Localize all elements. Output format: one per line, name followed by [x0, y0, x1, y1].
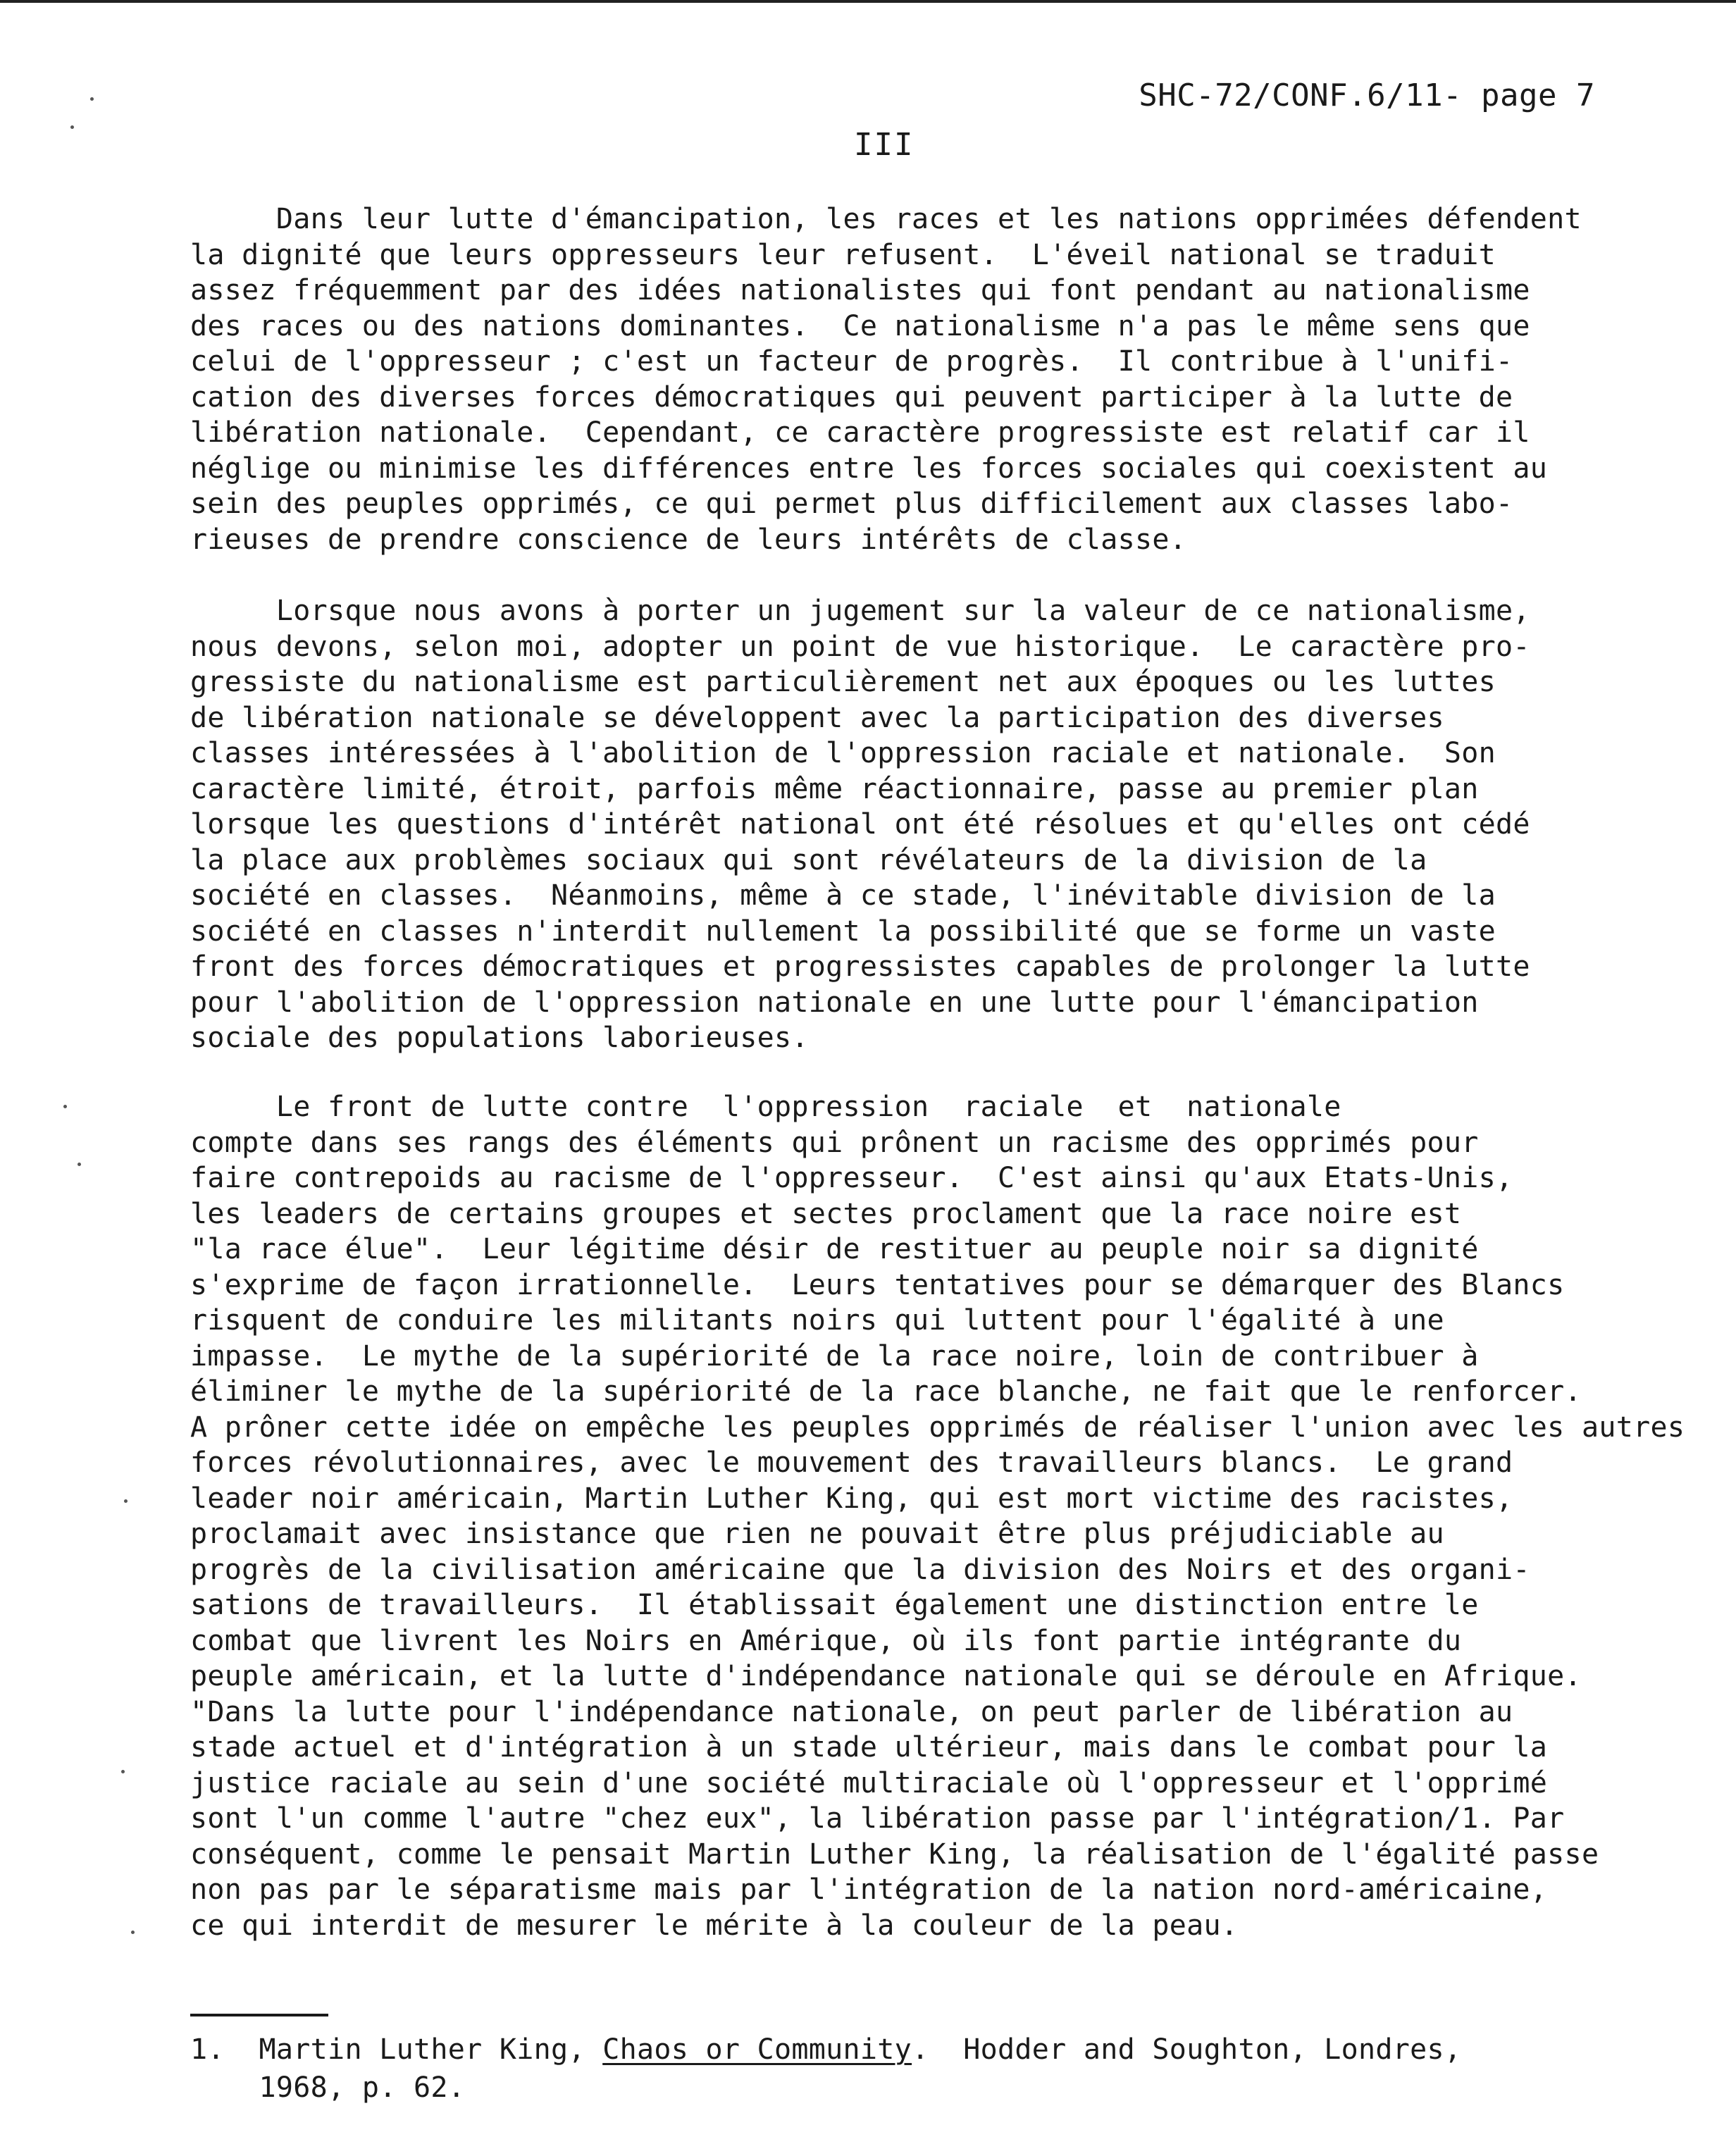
text-line: faire contrepoids au racisme de l'oppresseur. C'est ainsi qu'aux Etats-Unis,: [190, 1162, 1513, 1194]
text-line: société en classes. Néanmoins, même à ce stade, l'inévitable division de la: [190, 879, 1496, 912]
paragraph-3: [190, 1089, 1685, 1943]
text-line: les leaders de certains groupes et sectes proclament que la race noire est: [190, 1197, 1462, 1230]
text-line: de libération nationale se développent avec la participation des diverses: [190, 701, 1444, 734]
text-line: front des forces démocratiques et progressistes capables de prolonger la lutte: [190, 950, 1530, 983]
footnote-year-page: 1968, p. 62.: [259, 2071, 466, 2104]
text-line: impasse. Le mythe de la supériorité de la race noire, loin de contribuer à: [190, 1339, 1479, 1373]
text-line: celui de l'oppresseur ; c'est un facteur de progrès. Il contribue à l'unifi-: [190, 345, 1513, 378]
text-line: s'exprime de façon irrationnelle. Leurs tentatives pour se démarquer des Blancs: [190, 1268, 1565, 1301]
scan-speck: [78, 1163, 81, 1166]
footnote-separator: [190, 2014, 328, 2016]
text-line: sations de travailleurs. Il établissait également une distinction entre le: [190, 1589, 1479, 1621]
text-line: ce qui interdit de mesurer le mérite à la couleur de la peau.: [190, 1909, 1239, 1942]
text-line: combat que livrent les Noirs en Amérique, où ils font partie intégrante du: [190, 1624, 1462, 1657]
text-line: classes intéressées à l'abolition de l'oppression raciale et nationale. Son: [190, 737, 1496, 769]
footnote-number: 1.: [190, 2033, 225, 2066]
text-line: pour l'abolition de l'oppression nationale en une lutte pour l'émancipation: [190, 986, 1479, 1019]
footnote-line-2: [190, 2069, 1649, 2107]
text-line: sein des peuples opprimés, ce qui permet plus difficilement aux classes labo-: [190, 488, 1513, 520]
text-line: gressiste du nationalisme est particulièrement net aux époques ou les luttes: [190, 666, 1496, 698]
paragraph-2: [190, 593, 1649, 1056]
text-line: lorsque les questions d'intérêt national ont été résolues et qu'elles ont cédé: [190, 808, 1530, 841]
footnote-title: Chaos or Community: [602, 2033, 912, 2066]
text-line: Lorsque nous avons à porter un jugement sur la valeur de ce nationalisme,: [190, 595, 1530, 627]
text-line: risquent de conduire les militants noirs qui luttent pour l'égalité à une: [190, 1304, 1444, 1337]
text-line: Le front de lutte contre l'oppression raciale et nationale: [190, 1091, 1341, 1123]
text-line: "Dans la lutte pour l'indépendance nationale, on peut parler de libération au: [190, 1695, 1513, 1728]
text-line: caractère limité, étroit, parfois même réactionnaire, passe au premier plan: [190, 772, 1479, 805]
footnote: [190, 2031, 1649, 2107]
text-line: sociale des populations laborieuses.: [190, 1022, 809, 1054]
scan-speck: [90, 97, 94, 101]
text-line: A prôner cette idée on empêche les peuples opprimés de réaliser l'union avec les autres: [190, 1411, 1685, 1444]
scan-speck: [124, 1499, 128, 1503]
text-line: compte dans ses rangs des éléments qui prônent un racisme des opprimés pour: [190, 1126, 1479, 1159]
text-line: peuple américain, et la lutte d'indépendance nationale qui se déroule en Afrique.: [190, 1660, 1582, 1692]
text-line: progrès de la civilisation américaine que la division des Noirs et des organi-: [190, 1553, 1530, 1586]
scan-speck: [121, 1770, 125, 1773]
text-line: la place aux problèmes sociaux qui sont révélateurs de la division de la: [190, 843, 1427, 876]
text-line: proclamait avec insistance que rien ne pouvait être plus préjudiciable au: [190, 1518, 1444, 1550]
text-line: sont l'un comme l'autre "chez eux", la libération passe par l'intégration/1. Par: [190, 1802, 1565, 1835]
text-line: non pas par le séparatisme mais par l'intégration de la nation nord-américaine,: [190, 1873, 1548, 1906]
footnote-line-1: [190, 2031, 1649, 2069]
text-line: rieuses de prendre conscience de leurs intérêts de classe.: [190, 523, 1187, 556]
text-line: cation des diverses forces démocratiques qui peuvent participer à la lutte de: [190, 380, 1513, 414]
text-line: société en classes n'interdit nullement la possibilité que se forme un vaste: [190, 915, 1496, 948]
text-line: conséquent, comme le pensait Martin Luther King, la réalisation de l'égalité passe: [190, 1838, 1599, 1871]
section-heading: III: [854, 127, 914, 163]
text-line: libération nationale. Cependant, ce caractère progressiste est relatif car il: [190, 416, 1530, 449]
footnote-author: Martin Luther King,: [259, 2033, 585, 2066]
text-line: des races ou des nations dominantes. Ce nationalisme n'a pas le même sens que: [190, 309, 1530, 342]
page-reference: SHC-72/CONF.6/11- page 7: [1139, 78, 1595, 113]
top-border-line: [0, 0, 1736, 3]
scan-speck: [63, 1105, 67, 1108]
text-line: néglige ou minimise les différences entre les forces sociales qui coexistent au: [190, 452, 1548, 485]
text-line: justice raciale au sein d'une société multiraciale où l'oppresseur et l'opprimé: [190, 1766, 1548, 1799]
text-line: forces révolutionnaires, avec le mouvement des travailleurs blancs. Le grand: [190, 1446, 1513, 1479]
text-line: assez fréquemment par des idées nationalistes qui font pendant au nationalisme: [190, 274, 1530, 306]
text-line: stade actuel et d'intégration à un stade ultérieur, mais dans le combat pour la: [190, 1731, 1548, 1764]
paragraph-1: [190, 202, 1649, 557]
scan-speck: [70, 125, 74, 129]
text-line: Dans leur lutte d'émancipation, les races et les nations opprimées défendent: [190, 203, 1582, 235]
footnote-publisher: . Hodder and Soughton, Londres,: [912, 2033, 1462, 2066]
text-line: leader noir américain, Martin Luther King, qui est mort victime des racistes,: [190, 1482, 1513, 1515]
text-line: "la race élue". Leur légitime désir de restituer au peuple noir sa dignité: [190, 1233, 1479, 1265]
text-line: éliminer le mythe de la supériorité de la race blanche, ne fait que le renforcer.: [190, 1375, 1582, 1408]
scan-speck: [131, 1931, 135, 1934]
text-line: nous devons, selon moi, adopter un point de vue historique. Le caractère pro-: [190, 630, 1530, 663]
text-line: la dignité que leurs oppresseurs leur refusent. L'éveil national se traduit: [190, 238, 1496, 271]
